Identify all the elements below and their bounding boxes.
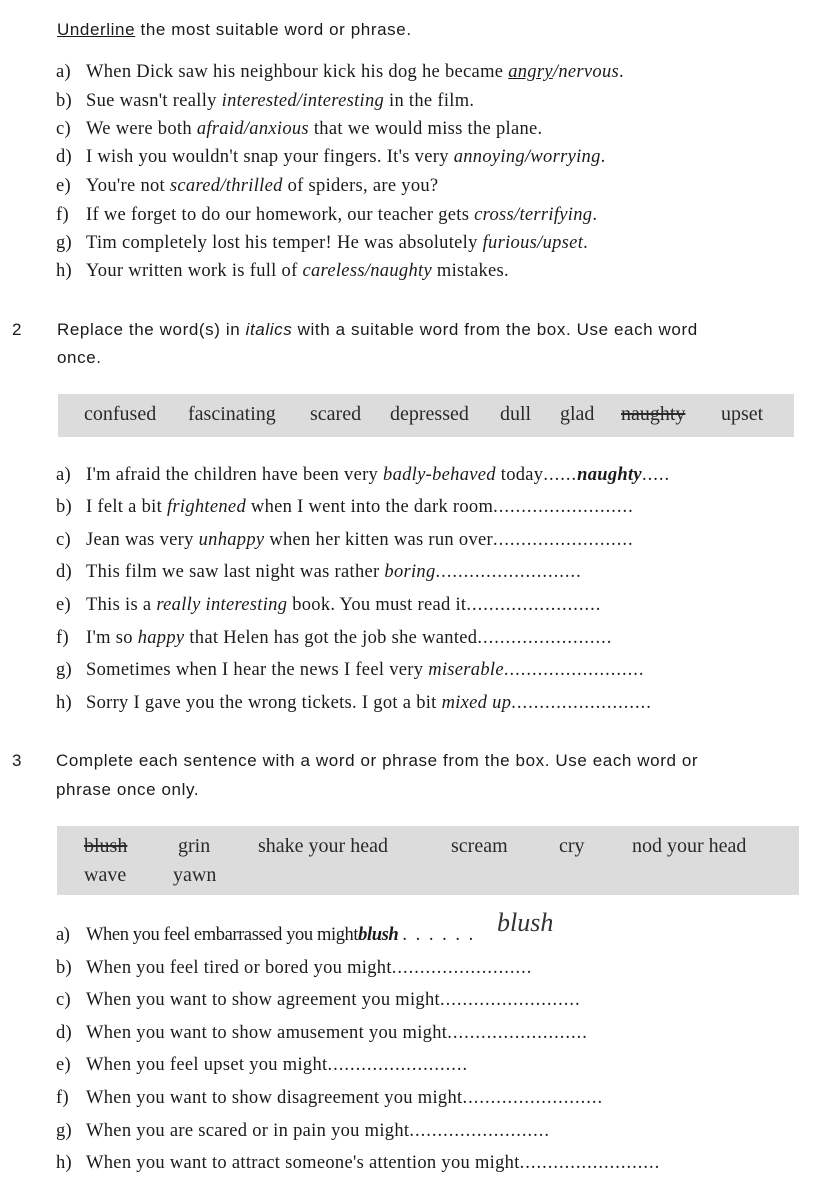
- box-word-dull: dull: [500, 403, 532, 425]
- item-text-end: .: [619, 62, 624, 82]
- item-text: When you want to attract someone's attention you might: [86, 1153, 520, 1173]
- item-option: annoying/worrying: [453, 147, 601, 167]
- item-text: You're not: [86, 176, 170, 196]
- box-word-depressed: depressed: [390, 403, 469, 425]
- item-italic: boring: [384, 562, 436, 582]
- box-word-nod-your-head: nod your head: [632, 835, 747, 857]
- ex3-number: 3: [12, 751, 23, 770]
- ex1-instruction-text: the most suitable word or phrase.: [135, 20, 412, 39]
- item-text: Sometimes when I hear the news I feel very: [86, 660, 429, 680]
- ex1-item-b: [56, 91, 474, 112]
- item-letter: d): [56, 147, 73, 167]
- box-word-confused: confused: [84, 403, 157, 425]
- item-letter: a): [56, 465, 71, 485]
- item-letter: c): [56, 530, 71, 550]
- item-text: When you feel tired or bored you might: [86, 958, 392, 978]
- item-text-end: .: [592, 205, 598, 225]
- answer-blank[interactable]: ..........................: [435, 562, 582, 582]
- item-option: afraid/anxious: [196, 119, 309, 139]
- answer-dots-end: .....: [641, 465, 671, 485]
- item-letter: e): [56, 1055, 71, 1075]
- item-text: Jean was very: [86, 530, 199, 550]
- item-text: This is a: [86, 595, 157, 615]
- item-letter: f): [56, 1088, 69, 1108]
- ex2-item-d: [56, 562, 582, 583]
- item-italic: happy: [137, 628, 185, 648]
- ex3-item-h: [56, 1153, 660, 1174]
- item-letter: b): [56, 958, 73, 978]
- ex2-instruction-italic: italics: [245, 320, 293, 339]
- ex3-item-b: [56, 958, 532, 979]
- answer-dots: ......: [543, 465, 578, 485]
- answer-blank[interactable]: .........................: [493, 497, 634, 517]
- item-letter: g): [56, 1121, 73, 1141]
- answer-blank[interactable]: .........................: [447, 1023, 588, 1043]
- ex2-instruction: [57, 320, 698, 340]
- ex2-number: 2: [12, 320, 23, 339]
- item-text: I felt a bit: [86, 497, 167, 517]
- box-word-yawn: yawn: [173, 864, 217, 886]
- item-text: When you are scared or in pain you might: [86, 1121, 410, 1141]
- item-text: When you feel upset you might: [86, 1055, 328, 1075]
- handwritten-answer: blush: [497, 908, 554, 937]
- item-option: scared/thrilled: [169, 176, 283, 196]
- ex2-item-a: [56, 465, 670, 486]
- ex3-instruction-line1: Complete each sentence with a word or phrase from the box. Use each word or: [56, 751, 699, 770]
- item-text: When Dick saw his neighbour kick his dog he became: [86, 62, 509, 82]
- box-word-shake-your-head: shake your head: [258, 835, 388, 857]
- item-text-end: book. You must read it: [287, 595, 467, 615]
- ex2-instruction-text: Replace the word(s) in: [57, 320, 246, 339]
- item-text-end: when I went into the dark room: [246, 497, 494, 517]
- answer-blank[interactable]: ........................: [477, 628, 613, 648]
- item-text: If we forget to do our homework, our teacher gets: [86, 205, 475, 225]
- item-text: Sue wasn't really: [86, 91, 222, 111]
- item-text-end: in the film.: [384, 91, 475, 111]
- item-letter: g): [56, 660, 73, 680]
- item-italic: unhappy: [198, 530, 265, 550]
- item-letter: f): [56, 205, 69, 225]
- item-letter: c): [56, 119, 71, 139]
- box-word-grin: grin: [178, 835, 211, 857]
- item-text-end: .: [583, 233, 589, 253]
- answer-filled: blush: [358, 925, 399, 945]
- item-letter: h): [56, 1153, 73, 1173]
- ex2-item-e: [56, 595, 601, 616]
- item-letter: f): [56, 628, 69, 648]
- ex1-instruction-underline: Underline: [57, 20, 136, 39]
- item-italic: badly-behaved: [383, 465, 496, 485]
- answer-blank[interactable]: .........................: [511, 693, 652, 713]
- ex3-item-c: [56, 990, 581, 1011]
- item-letter: d): [56, 1023, 73, 1043]
- item-text: I'm afraid the children have been very: [86, 465, 384, 485]
- item-letter: e): [56, 176, 71, 196]
- ex3-instruction-line2: phrase once only.: [56, 780, 200, 799]
- answer-blank[interactable]: .........................: [327, 1055, 469, 1075]
- item-letter: h): [56, 693, 73, 713]
- ex2-instruction-text-2: with a suitable word from the box. Use each word: [292, 320, 698, 339]
- box-word-scared: scared: [310, 403, 362, 425]
- ex3-item-f: [56, 1088, 603, 1109]
- ex1-item-d: [56, 147, 606, 168]
- item-text: When you want to show disagreement you might: [86, 1088, 463, 1108]
- item-text: When you want to show amusement you might: [86, 1023, 448, 1043]
- ex3-item-g: [56, 1121, 550, 1142]
- ex1-item-c: [56, 119, 542, 140]
- item-text: Your written work is full of: [86, 261, 303, 281]
- box-word-glad: glad: [560, 403, 595, 425]
- ex2-item-h: [56, 693, 652, 714]
- box-word-blush-struck: blush: [84, 835, 128, 857]
- item-text: Sorry I gave you the wrong tickets. I got a bit: [86, 693, 442, 713]
- item-italic: frightened: [166, 497, 246, 517]
- ex2-item-f: [56, 628, 612, 649]
- box-word-scream: scream: [451, 835, 508, 857]
- item-option: furious/upset: [482, 233, 584, 253]
- item-option: interested/interesting: [221, 91, 385, 111]
- answer-blank[interactable]: .........................: [439, 990, 581, 1010]
- item-text-end: that Helen has got the job she wanted: [184, 628, 478, 648]
- item-option-sep: /: [552, 62, 559, 82]
- item-text: When you want to show agreement you might: [86, 990, 440, 1010]
- item-text: I'm so: [86, 628, 138, 648]
- item-text-end: of spiders, are you?: [282, 176, 439, 196]
- item-option: careless/naughty: [302, 261, 432, 281]
- ex2-item-g: [56, 660, 644, 681]
- ex2-instruction-line2: once.: [57, 348, 102, 367]
- item-text-end: .: [600, 147, 606, 167]
- item-text: Tim completely lost his temper! He was absolutely: [86, 233, 483, 253]
- item-text: I wish you wouldn't snap your fingers. It's very: [86, 147, 454, 167]
- box-word-fascinating: fascinating: [188, 403, 276, 425]
- box-word-naughty-struck: naughty: [621, 403, 686, 425]
- item-text: When you feel embarrassed you might: [86, 925, 359, 945]
- box-word-upset: upset: [721, 403, 764, 425]
- answer-blank[interactable]: ........................: [466, 595, 602, 615]
- item-letter: b): [56, 91, 73, 111]
- answer-blank[interactable]: .........................: [519, 1153, 661, 1173]
- answer-blank[interactable]: .........................: [409, 1121, 550, 1141]
- ex2-item-b: [56, 497, 634, 518]
- item-text-end: mistakes.: [431, 261, 509, 281]
- item-letter: g): [56, 233, 73, 253]
- answer-blank[interactable]: .........................: [391, 958, 533, 978]
- item-letter: a): [56, 62, 71, 82]
- item-option: nervous: [558, 62, 619, 82]
- item-letter: a): [56, 925, 70, 945]
- item-text-end: today: [495, 465, 544, 485]
- item-option: cross/terrifying: [474, 205, 593, 225]
- item-italic: miserable: [428, 660, 504, 680]
- item-text-end: when her kitten was run over: [264, 530, 493, 550]
- answer-blank[interactable]: .........................: [462, 1088, 604, 1108]
- box-word-wave: wave: [84, 864, 127, 886]
- ex3-item-e: [56, 1055, 468, 1076]
- item-italic: mixed up: [441, 693, 512, 713]
- ex3-item-a: [56, 925, 475, 946]
- item-letter: h): [56, 261, 73, 281]
- ex2-item-c: [56, 530, 634, 551]
- item-option-underlined: angry: [508, 62, 553, 82]
- item-letter: e): [56, 595, 71, 615]
- ex3-item-d: [56, 1023, 588, 1044]
- ex1-item-a: [56, 62, 624, 83]
- item-letter: b): [56, 497, 73, 517]
- item-text: We were both: [86, 119, 197, 139]
- answer-dots: . . . . . .: [402, 925, 476, 945]
- ex1-item-f: [56, 205, 597, 226]
- ex1-item-h: [56, 261, 509, 282]
- answer-blank[interactable]: .........................: [492, 530, 634, 550]
- item-text: This film we saw last night was rather: [86, 562, 385, 582]
- ex1-item-g: [56, 233, 588, 254]
- ex1-item-e: [56, 176, 438, 197]
- answer-blank[interactable]: .........................: [503, 660, 645, 680]
- item-text-end: that we would miss the plane.: [308, 119, 543, 139]
- answer-filled: naughty: [577, 465, 642, 485]
- box-word-cry: cry: [559, 835, 585, 857]
- item-letter: c): [56, 990, 71, 1010]
- item-italic: really interesting: [156, 595, 288, 615]
- ex1-instruction: [57, 20, 412, 40]
- item-letter: d): [56, 562, 73, 582]
